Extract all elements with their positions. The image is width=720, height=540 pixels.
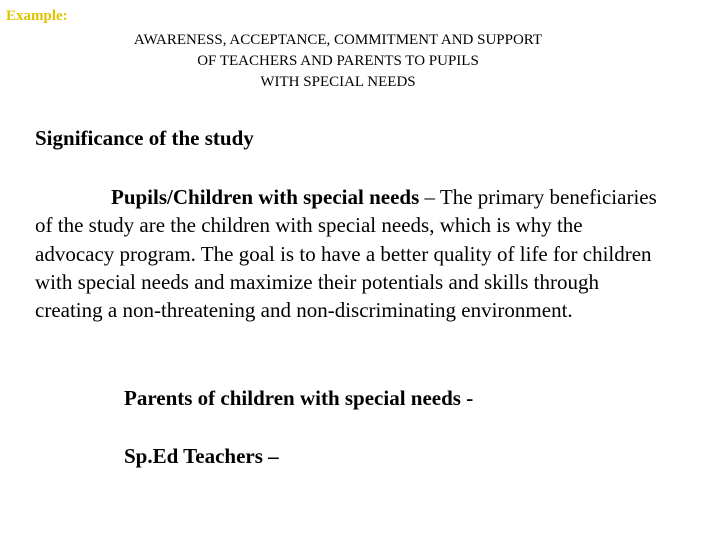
teachers-item: Sp.Ed Teachers –: [124, 444, 279, 468]
title-line-2: OF TEACHERS AND PARENTS TO PUPILS: [197, 53, 479, 69]
paragraph-term: Pupils/Children with special needs: [111, 185, 420, 209]
body-paragraph: [35, 183, 663, 324]
title-line-1: AWARENESS, ACCEPTANCE, COMMITMENT AND SUPPORT: [133, 32, 543, 48]
section-heading: Significance of the study: [35, 126, 254, 150]
paragraph-text: – The primary beneficiaries of the study are the children with special needs, which is why the advocacy program. The goal is to have a better quality of life for children with special needs and maximize their potentials and skills through creating a non-threatening and non-discriminating environment.: [35, 185, 657, 323]
document-title: [68, 30, 608, 93]
example-label: Example:: [6, 8, 68, 24]
parents-item: Parents of children with special needs -: [124, 386, 474, 410]
title-line-3: WITH SPECIAL NEEDS: [260, 74, 416, 90]
